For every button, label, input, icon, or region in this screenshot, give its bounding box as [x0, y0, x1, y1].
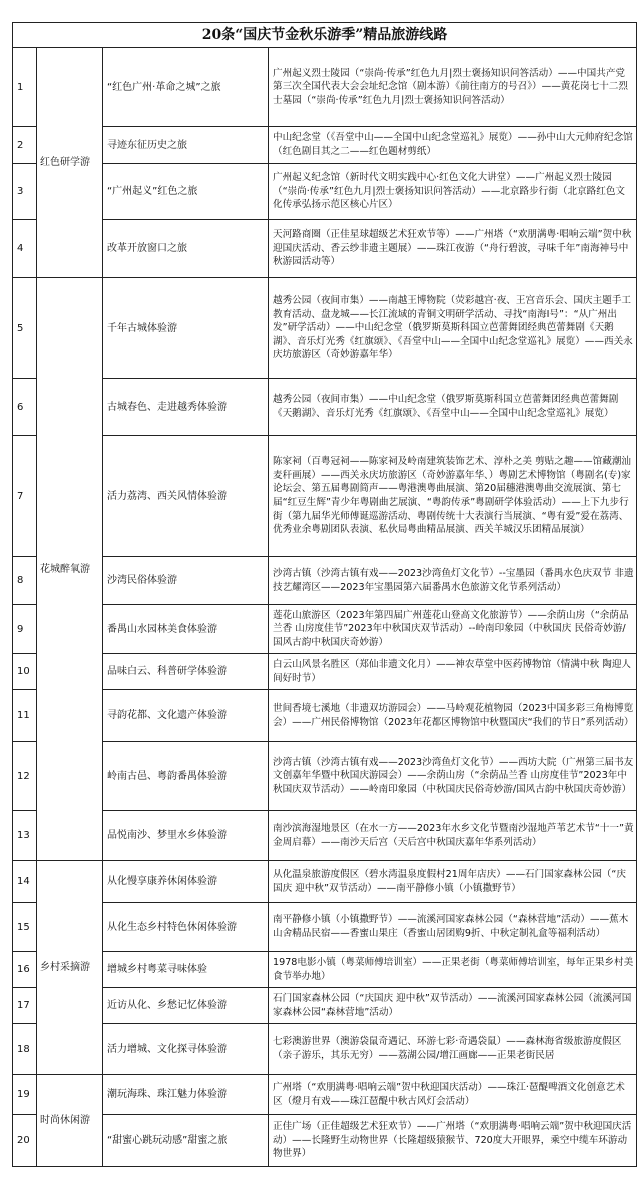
table-row	[13, 557, 637, 605]
table-row	[13, 903, 637, 952]
route-name: 从化生态乡村特色休闲体验游	[103, 903, 269, 952]
route-detail: 越秀公园（夜间市集）——南越王博物院（荧彩越宫·夜、王宫音乐会、国庆主题手工教育活动、盘龙城——长江流域的青铜文明研学活动、寻找“南海I号”：“从广州出发”研学活动）——中山纪念堂（俄罗斯莫斯科国立芭蕾舞团经典芭蕾舞剧《天鹅湖》、音乐灯光秀《红旗颂》、《吾堂中山——全国中山纪念堂巡礼》展览）——西关永庆坊旅游区（奇妙游嘉年华）	[269, 278, 637, 379]
table-row	[13, 861, 637, 903]
route-name: 品味白云、科普研学体验游	[103, 654, 269, 690]
route-name: 品悦南沙、梦里水乡体验游	[103, 811, 269, 861]
row-number: 17	[13, 988, 37, 1024]
table-row	[13, 436, 637, 557]
route-name: 寻迹东征历史之旅	[103, 127, 269, 164]
route-name: 寻韵花都、文化遗产体验游	[103, 690, 269, 742]
table-row	[13, 278, 637, 379]
table-row	[13, 605, 637, 654]
route-name: 沙湾民俗体验游	[103, 557, 269, 605]
route-detail: 世间香境七溪地（非遗双坊游园会）——马岭观花植物园（2023中国多彩三角梅博览会）——广州民俗博物馆（2023年花都区博物馆中秋暨国庆“我们的节日”系列活动）	[269, 690, 637, 742]
row-number: 10	[13, 654, 37, 690]
table-row	[13, 811, 637, 861]
row-number: 6	[13, 379, 37, 436]
route-name: 潮玩海珠、珠江魅力体验游	[103, 1075, 269, 1115]
table-row	[13, 1024, 637, 1075]
route-detail: 七彩澳游世界（澳游袋鼠奇遇记、环游七彩·奇遇袋鼠）——森林海省级旅游度假区（亲子游乐，其乐无穷）——荔湖公园/增江画廊——正果老街民居	[269, 1024, 637, 1075]
route-detail: 沙湾古镇（沙湾古镇有戏——2023沙湾鱼灯文化节）--宝墨园（番禺水色庆双节 非遗技艺耀湾区——2023年宝墨园第六届番禺水色旅游文化节系列活动）	[269, 557, 637, 605]
route-name: 从化慢享康养休闲体验游	[103, 861, 269, 903]
row-number: 5	[13, 278, 37, 379]
route-detail: 广州起义纪念馆（新时代文明实践中心·红色文化大讲堂）——广州起义烈士陵园（“崇尚·传承”红色九月|烈士褒扬知识问答活动）——北京路步行街（北京路红色文化传承弘扬示范区核心片区）	[269, 164, 637, 220]
row-number: 7	[13, 436, 37, 557]
route-name: “广州起义”红色之旅	[103, 164, 269, 220]
route-detail: 莲花山旅游区（2023年第四届广州莲花山登高文化旅游节）——余荫山房（“余荫品兰香 山房度佳节”2023年中秋国庆双节活动）--岭南印象园（中秋国庆 民俗奇妙游/国风古韵中秋国庆奇妙游）	[269, 605, 637, 654]
route-detail: 沙湾古镇（沙湾古镇有戏——2023沙湾鱼灯文化节）——西坊大院（广州第三届书友文创嘉年华暨中秋国庆游园会）——余荫山房（“余荫品兰香 山房度佳节”2023年中秋国庆双节活动）——岭南印象园（中秋国庆民俗奇妙游/国风古韵中秋国庆奇妙游）	[269, 742, 637, 811]
row-number: 19	[13, 1075, 37, 1115]
route-name: 改革开放窗口之旅	[103, 220, 269, 278]
route-detail: 从化温泉旅游度假区（碧水湾温泉度假村21周年店庆）——石门国家森林公园（“庆国庆 迎中秋”双节活动）——南平静修小镇（小镇撒野节）	[269, 861, 637, 903]
row-number: 13	[13, 811, 37, 861]
route-name: 增城乡村粤菜寻味体验	[103, 952, 269, 988]
row-number: 20	[13, 1115, 37, 1167]
route-detail: 正佳广场（正佳超级艺术狂欢节）——广州塔（“欢朋满粤·唱响云端”贺中秋迎国庆活动）——长隆野生动物世界（长隆超级猿猴节、720度大开眼界，乘空中缆车环游动物世界）	[269, 1115, 637, 1167]
route-name: 番禺山水园林美食体验游	[103, 605, 269, 654]
title-row	[13, 23, 637, 48]
row-number: 15	[13, 903, 37, 952]
route-name: “红色广州·革命之城”之旅	[103, 48, 269, 127]
row-number: 16	[13, 952, 37, 988]
row-number: 12	[13, 742, 37, 811]
row-number: 3	[13, 164, 37, 220]
route-name: 活力增城、文化探寻体验游	[103, 1024, 269, 1075]
row-number: 1	[13, 48, 37, 127]
route-detail: 1978电影小镇（粤菜师傅培训室）——正果老街（粤菜师傅培训室，每年正果乡村美食节举办地）	[269, 952, 637, 988]
route-name: 古城春色、走进越秀体验游	[103, 379, 269, 436]
row-number: 8	[13, 557, 37, 605]
table-row	[13, 220, 637, 278]
route-detail: 中山纪念堂（《吾堂中山——全国中山纪念堂巡礼》展览）——孙中山大元帅府纪念馆（红色剧目其之二——红色题材剪纸）	[269, 127, 637, 164]
route-detail: 广州起义烈士陵园（“崇尚·传承”红色九月|烈士褒扬知识问答活动）——中国共产党第三次全国代表大会会址纪念馆（剧本游）《前往南方的号召》）——黄花岗七十二烈士墓园（“崇尚·传承”红色九月|烈士褒扬知识问答活动）	[269, 48, 637, 127]
table-row	[13, 379, 637, 436]
route-table	[12, 22, 637, 1167]
table-row	[13, 1075, 637, 1115]
table-row	[13, 127, 637, 164]
table-row	[13, 654, 637, 690]
route-detail: 南平静修小镇（小镇撒野节）——流溪河国家森林公园（“森林营地”活动）——蕉木山舍精品民宿——香蜜山果庄（香蜜山居团购9折、中秋定制礼盒等福利活动）	[269, 903, 637, 952]
row-number: 2	[13, 127, 37, 164]
route-name: “甜蜜心跳玩动感”甜蜜之旅	[103, 1115, 269, 1167]
table-row	[13, 164, 637, 220]
table-row	[13, 1115, 637, 1167]
row-number: 14	[13, 861, 37, 903]
route-detail: 白云山风景名胜区（郑仙非遗文化月）——神农草堂中医药博物馆（情满中秋 陶迎人间好时节）	[269, 654, 637, 690]
category-fashion-leisure: 时尚休闲游	[37, 1075, 103, 1167]
route-name: 千年古城体验游	[103, 278, 269, 379]
category-village-picking: 乡村采摘游	[37, 861, 103, 1075]
row-number: 18	[13, 1024, 37, 1075]
category-flower-city: 花城醉氧游	[37, 278, 103, 861]
route-detail: 南沙滨海湿地景区（在水一方——2023年水乡文化节暨南沙湿地芦苇艺术节“十一”黄金周启幕）——南沙天后宫（天后宫中秋国庆嘉年华系列活动）	[269, 811, 637, 861]
route-table-container	[12, 22, 636, 1167]
route-detail: 石门国家森林公园（“庆国庆 迎中秋”双节活动）——流溪河国家森林公园（流溪河国家森林公园“森林营地”活动）	[269, 988, 637, 1024]
route-detail: 陈家祠（百粤冠祠——陈家祠及岭南建筑装饰艺术、淳朴之美 剪贴之趣——馆藏潮汕麦秆画展）——西关永庆坊旅游区（奇妙游嘉年华、）粤剧艺术博物馆（粤剧名(专)家论坛会、第五届粤剧简声——粤港澳粤曲展演、第20届穗港澳粤曲交流展演、第七届“红豆生辉”青少年粤剧曲艺展演、“粤韵传承”粤剧研学体验活动）——上下九步行街（第九届华光师傅诞巡游活动、粤剧传统十大表演行当展演、“粤有爱”爱在荔湾、优秀业余粤剧团队表演、私伙局粤曲精品展演、西关羊城汉乐团精品展演）	[269, 436, 637, 557]
route-name: 活力荔湾、西关风情体验游	[103, 436, 269, 557]
table-row	[13, 48, 637, 127]
row-number: 11	[13, 690, 37, 742]
table-row	[13, 988, 637, 1024]
route-detail: 天河路商圈（正佳星球超级艺术狂欢节等）——广州塔（“欢朋满粤·唱响云端”贺中秋迎国庆活动、香云纱非遗主题展）——珠江夜游（“舟行碧波，寻味千年”南海神号中秋游园活动等）	[269, 220, 637, 278]
table-row	[13, 690, 637, 742]
route-name: 岭南古邑、粤韵番禺体验游	[103, 742, 269, 811]
table-title: 20条“国庆节金秋乐游季”精品旅游线路	[13, 23, 637, 48]
route-name: 近访从化、乡愁记忆体验游	[103, 988, 269, 1024]
route-detail: 广州塔（“欢朋满粤·唱响云端”贺中秋迎国庆活动）——珠江·琶醍啤酒文化创意艺术区（燈月有戏——珠江琶醍中秋古风灯会活动）	[269, 1075, 637, 1115]
route-detail: 越秀公园（夜间市集）——中山纪念堂（俄罗斯莫斯科国立芭蕾舞团经典芭蕾舞剧《天鹅湖》、音乐灯光秀《红旗颂》、《吾堂中山——全国中山纪念堂巡礼》展览）	[269, 379, 637, 436]
row-number: 9	[13, 605, 37, 654]
table-row	[13, 952, 637, 988]
table-row	[13, 742, 637, 811]
category-red-study: 红色研学游	[37, 48, 103, 278]
row-number: 4	[13, 220, 37, 278]
